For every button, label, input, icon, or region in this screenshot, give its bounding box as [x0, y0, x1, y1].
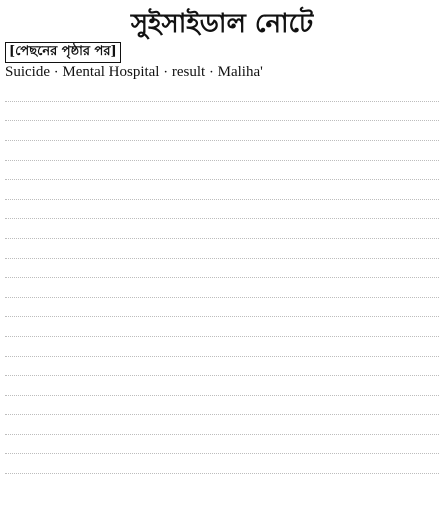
unread-line — [5, 259, 439, 279]
term-result: result — [171, 63, 206, 80]
unread-line — [5, 337, 439, 357]
unread-line — [5, 141, 439, 161]
unread-line — [5, 435, 439, 455]
unread-lines — [5, 82, 439, 474]
unread-line — [5, 82, 439, 102]
unread-line — [5, 161, 439, 181]
unread-line — [5, 102, 439, 122]
unread-line — [5, 415, 439, 435]
unread-line — [5, 278, 439, 298]
unread-line — [5, 396, 439, 416]
continuation-label: [পেছনের পৃষ্ঠার পর] — [5, 42, 121, 63]
unread-line — [5, 180, 439, 200]
term-mental-hospital: Mental Hospital — [62, 63, 160, 80]
article-headline: সুইসাইডাল নোটে — [130, 9, 314, 39]
term-maliha: Maliha' — [217, 63, 263, 80]
unread-line — [5, 317, 439, 337]
unread-line — [5, 239, 439, 259]
unread-line — [5, 200, 439, 220]
unread-line — [5, 357, 439, 377]
article-body — [5, 42, 439, 63]
unread-line — [5, 121, 439, 141]
cut-previous-line — [5, 0, 439, 8]
unread-line — [5, 376, 439, 396]
unread-line — [5, 454, 439, 474]
term-suicide: Suicide — [5, 63, 50, 80]
unread-line — [5, 219, 439, 239]
unread-line — [5, 298, 439, 318]
legible-fragments: Suicide · Mental Hospital · result · Maliha' — [5, 63, 263, 80]
